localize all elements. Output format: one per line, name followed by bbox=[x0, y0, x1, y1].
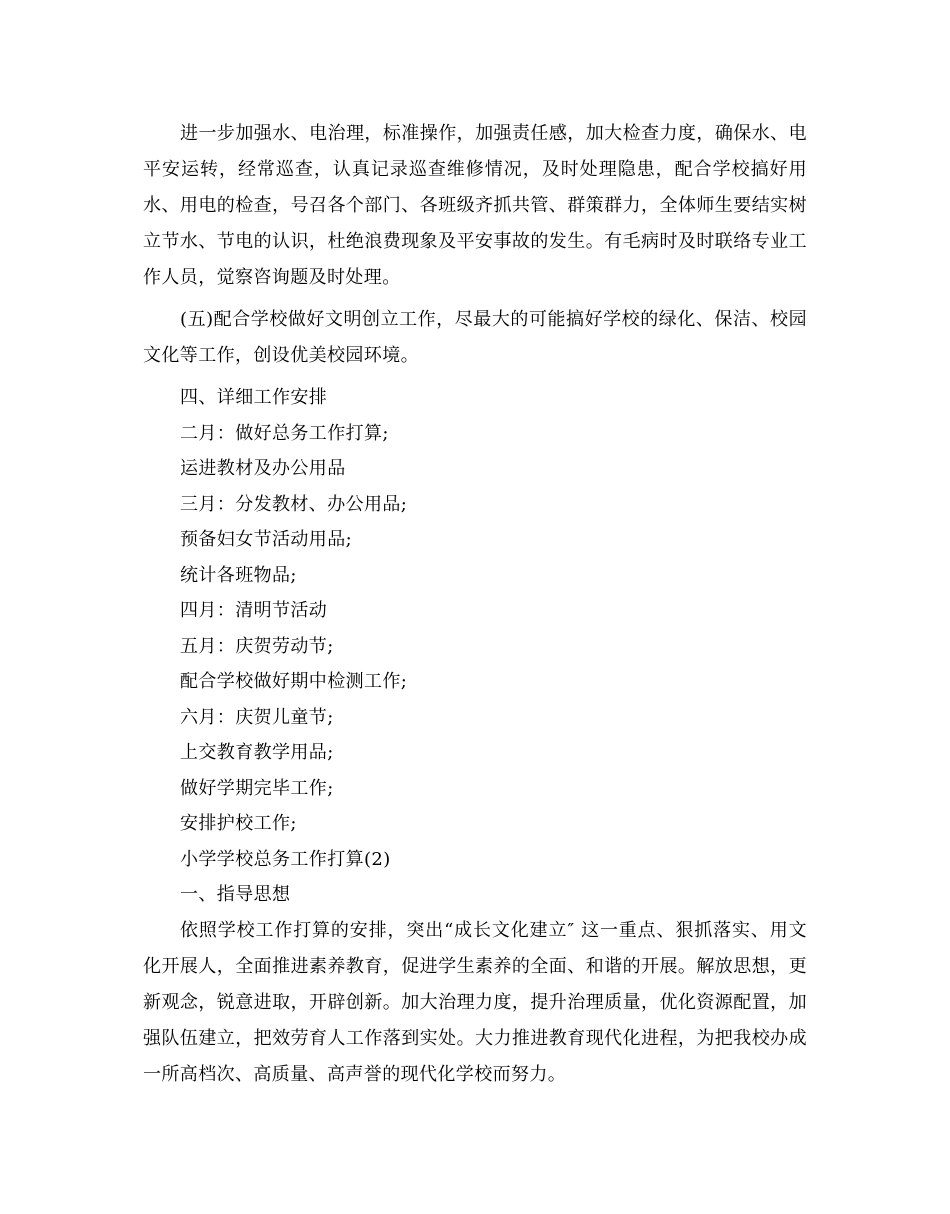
schedule-line: 运进教材及办公用品 bbox=[180, 458, 346, 479]
document-body bbox=[143, 116, 807, 1099]
paragraph-civilization: (五)配合学校做好文明创立工作，尽最大的可能搞好学校的绿化、保洁、校园文化等工作，创设优美校园环境。 bbox=[143, 309, 807, 366]
schedule-line: 做好学期完毕工作; bbox=[180, 777, 334, 799]
schedule-line: 四月：清明节活动 bbox=[180, 600, 328, 621]
paragraph-guiding-thought: 依照学校工作打算的安排，突出“成长文化建立″ 这一重点、狠抓落实、用文化开展人，全面推进素养教育，促进学生素养的全面、和谐的开展。解放思想，更新观念，锐意进取，开辟创新。加大治理力度，提升治理质量，优化资源配置，加强队伍建立，把效劳育人工作落到实处。大力推进教育现代化进程，为把我校办成一所高档次、高质量、高声誉的现代化学校而努力。 bbox=[143, 919, 807, 1085]
schedule-line: 上交教育教学用品; bbox=[180, 742, 334, 763]
schedule-line: 三月：分发教材、办公用品; bbox=[180, 493, 408, 515]
schedule-line: 配合学校做好期中检测工作; bbox=[180, 671, 408, 692]
schedule-line: 二月：做好总务工作打算; bbox=[180, 422, 389, 444]
section-heading-guiding-thought: 一、指导思想 bbox=[180, 884, 291, 905]
document-subtitle: 小学学校总务工作打算(2) bbox=[180, 848, 391, 870]
paragraph-water-electricity: 进一步加强水、电治理，标准操作，加强责任感，加大检查力度，确保水、电平安运转，经常巡查，认真记录巡查维修情况，及时处理隐患，配合学校搞好用水、用电的检查，号召各个部门、各班级齐抓共管、群策群力，全体师生要结实树立节水、节电的认识，杜绝浪费现象及平安事故的发生。有毛病时及时联络专业工作人员，觉察咨询题及时处理。 bbox=[143, 123, 807, 288]
schedule-line: 安排护校工作; bbox=[180, 813, 297, 834]
schedule-line: 五月：庆贺劳动节; bbox=[180, 635, 334, 657]
schedule-line: 统计各班物品; bbox=[180, 564, 297, 586]
schedule-line: 六月：庆贺儿童节; bbox=[180, 706, 334, 728]
schedule-line: 预备妇女节活动用品; bbox=[180, 529, 353, 550]
section-heading-schedule: 四、详细工作安排 bbox=[180, 387, 328, 408]
